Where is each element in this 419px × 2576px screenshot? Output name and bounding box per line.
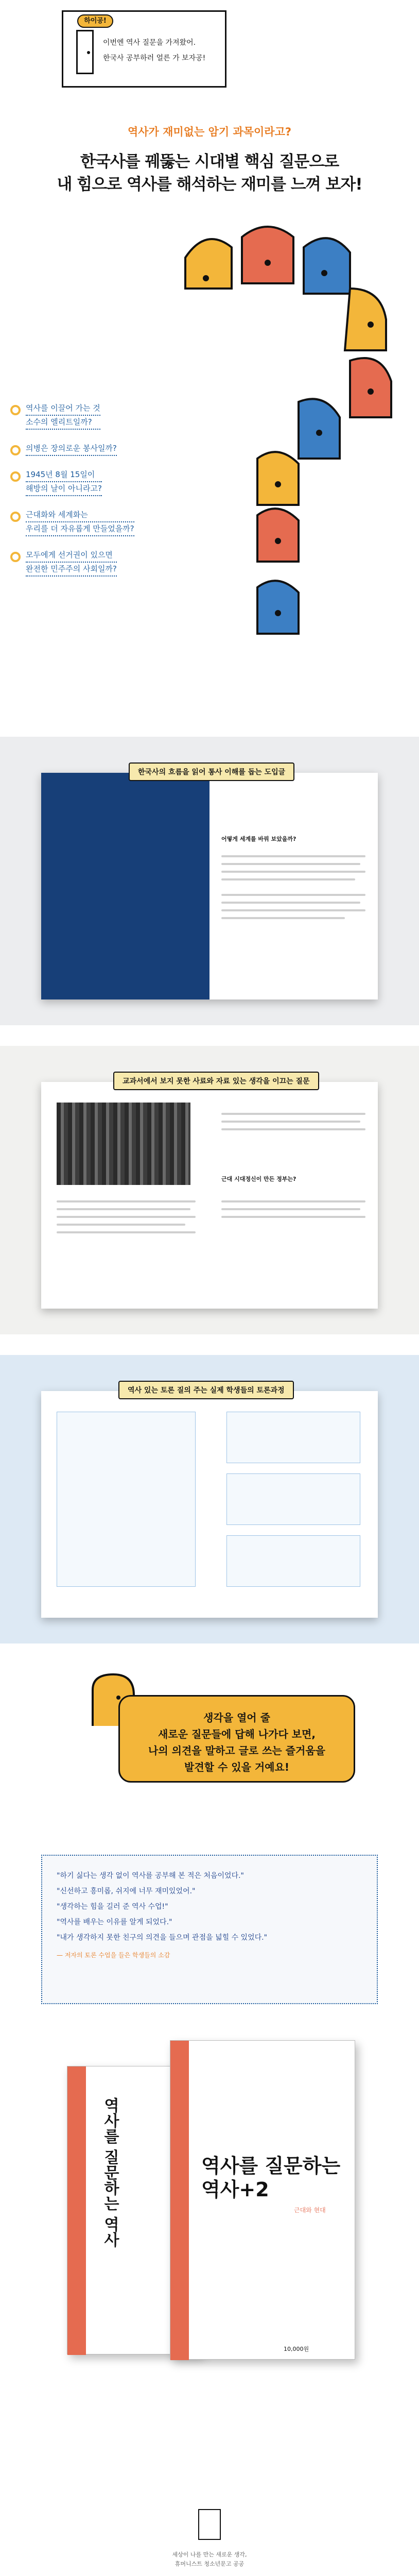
faces-question-mark-illustration [154, 216, 412, 654]
question-list [10, 402, 165, 589]
student-opinion [226, 1473, 360, 1525]
discussion-box [57, 1412, 196, 1587]
front-book-subtitle: 근대와 현대 [294, 2207, 326, 2214]
bullet-text: 소수의 엘리트일까? [26, 416, 100, 430]
spread-section-1 [0, 737, 419, 1025]
bubble-line-1: 생각을 열어 줄 [203, 1711, 270, 1724]
spread-question: 근대 시대정신이 만든 정부는? [221, 1176, 296, 1182]
greeting-badge: 하이공! [77, 14, 113, 28]
door-icon [76, 30, 94, 74]
bullet-text: 의병은 장의로운 봉사일까? [26, 442, 117, 456]
spread-left-page [41, 773, 210, 999]
list-item [10, 442, 165, 456]
spread-section-2 [0, 1046, 419, 1334]
quote: "생각하는 힘을 길러 준 역사 수업!" [57, 1903, 168, 1911]
bullet-icon [10, 512, 21, 522]
spread-callout: 교과서에서 보지 못한 사료와 자료 있는 생각을 이끄는 질문 [113, 1072, 319, 1090]
intro-question: 역사가 재미없는 암기 과목이라고? [127, 126, 292, 138]
headline-line-1: 한국사를 꿰뚫는 시대별 핵심 질문으로 [80, 152, 339, 171]
headline-line-2: 내 힘으로 역사를 해석하는 재미를 느껴 보자! [57, 175, 362, 194]
quote-source: — 저자의 토론 수업을 들은 학생들의 소감 [57, 1952, 170, 1959]
book-spread [41, 1391, 378, 1618]
bubble-line-4: 발견할 수 있을 거예요! [184, 1761, 289, 1773]
book-spread [41, 773, 378, 999]
bullet-text: 우리를 더 자유롭게 만들었을까? [26, 522, 134, 536]
spread-question: 어떻게 세계를 바꿔 보았을까? [221, 836, 296, 842]
quote: "내가 생각하지 못한 친구의 의견을 들으며 관점을 넓힐 수 있었다." [57, 1934, 268, 1942]
faces-icon [154, 216, 412, 654]
book-cover-front [170, 2040, 355, 2360]
intro-line-2: 한국사 공부하러 얼른 가 보자공! [103, 54, 206, 62]
book-price: 10,000원 [284, 2346, 309, 2352]
bubble-line-3: 나의 의견을 말하고 글로 쓰는 즐거움을 [148, 1744, 325, 1757]
list-item [10, 468, 165, 496]
quote: "신선하고 흥미롭, 쉬지에 너무 재미있었어." [57, 1887, 196, 1895]
front-book-title: 역사를 질문하는 역사+2 [201, 2155, 341, 2201]
back-book-title: 역사를 질문하는 역사 [101, 2097, 119, 2247]
bullet-text: 역사를 이끌어 가는 것 [26, 402, 100, 416]
list-item [10, 402, 165, 430]
publisher-line-1: 세상이 나를 만는 새로운 생각, [172, 2551, 247, 2558]
list-item [10, 509, 165, 536]
bullet-text: 모두에게 선거권이 있으면 [26, 549, 117, 563]
spread-callout: 한국사의 흐름을 읽어 통사 이해를 돕는 도입글 [129, 762, 294, 781]
spread-section-3 [0, 1355, 419, 1643]
bullet-text: 1945년 8월 15일이 [26, 468, 102, 482]
historical-photo [57, 1103, 190, 1185]
publisher-logo [198, 2509, 221, 2540]
bullet-icon [10, 471, 21, 482]
student-quotes [41, 1855, 378, 2004]
bullet-icon [10, 445, 21, 455]
bullet-text: 완전한 민주주의 사회일까? [26, 563, 117, 577]
intro-line-1: 이번엔 역사 질문을 가져왔어. [103, 39, 196, 47]
publisher-line-2: 휴머니스트 청소년문고 공공 [174, 2561, 245, 2567]
bullet-text: 근대화와 세계화는 [26, 509, 134, 522]
student-opinion [226, 1535, 360, 1587]
student-opinion [226, 1412, 360, 1463]
book-spread [41, 1082, 378, 1309]
quote: "하기 싫다는 생각 없이 역사를 공부해 본 적은 처음이었다." [57, 1872, 244, 1880]
list-item [10, 549, 165, 577]
spread-callout: 역사 있는 토론 질의 주는 실제 학생들의 토론과정 [118, 1381, 294, 1399]
bullet-text: 해방의 날이 아니라고? [26, 482, 102, 496]
quote: "역사를 배우는 이유를 알게 되었다." [57, 1918, 172, 1926]
bullet-icon [10, 552, 21, 562]
bullet-icon [10, 405, 21, 415]
bubble-line-2: 새로운 질문들에 답해 나가다 보면, [158, 1728, 316, 1740]
